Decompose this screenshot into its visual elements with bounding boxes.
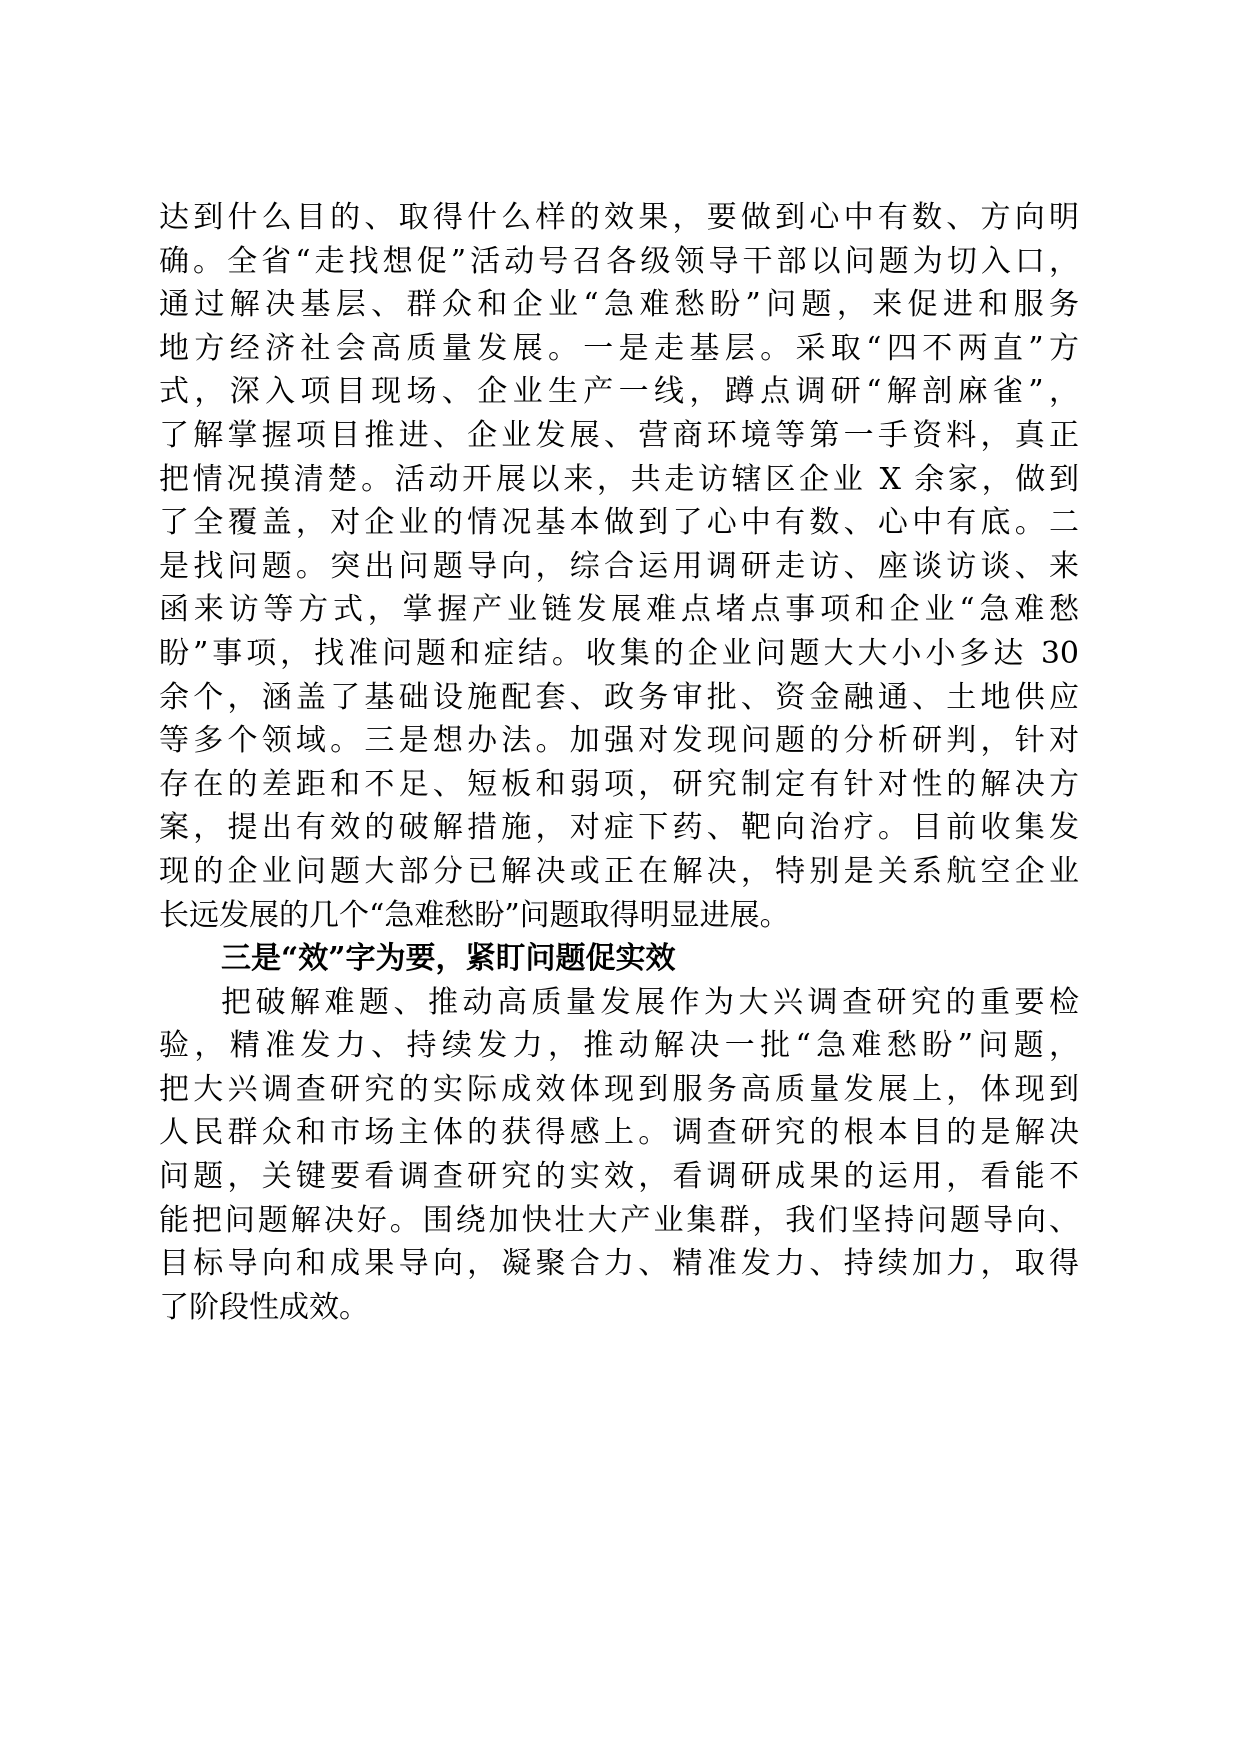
text-line: 余个，涵盖了基础设施配套、政务审批、资金融通、土地供应 bbox=[159, 679, 1079, 715]
text-line: 等多个领域。三是想办法。加强对发现问题的分析研判，针对 bbox=[159, 723, 1079, 759]
paragraph-effectiveness bbox=[159, 981, 1079, 1330]
text-line: 了全覆盖，对企业的情况基本做到了心中有数、心中有底。二 bbox=[159, 505, 1079, 541]
text-line: 长远发展的几个“急难愁盼”问题取得明显进展。 bbox=[159, 897, 790, 933]
text-line: 式，深入项目现场、企业生产一线，蹲点调研“解剖麻雀”， bbox=[159, 374, 1079, 410]
text-line: 现的企业问题大部分已解决或正在解决，特别是关系航空企业 bbox=[159, 853, 1079, 889]
text-line: 存在的差距和不足、短板和弱项，研究制定有针对性的解决方 bbox=[159, 766, 1079, 802]
text-line: 问题，关键要看调查研究的实效，看调研成果的运用，看能不 bbox=[159, 1159, 1079, 1195]
text-line: 把情况摸清楚。活动开展以来，共走访辖区企业 X 余家，做到 bbox=[159, 461, 1079, 497]
text-line: 人民群众和市场主体的获得感上。调查研究的根本目的是解决 bbox=[159, 1115, 1079, 1151]
text-line: 确。全省“走找想促”活动号召各级领导干部以问题为切入口， bbox=[159, 243, 1079, 279]
text-line: 了阶段性成效。 bbox=[159, 1289, 369, 1325]
text-line: 了解掌握项目推进、企业发展、营商环境等第一手资料，真正 bbox=[159, 417, 1079, 453]
text-line: 目标导向和成果导向，凝聚合力、精准发力、持续加力，取得 bbox=[159, 1246, 1079, 1282]
text-line: 验，精准发力、持续发力，推动解决一批“急难愁盼”问题， bbox=[159, 1028, 1079, 1064]
text-line: 能把问题解决好。围绕加快壮大产业集群，我们坚持问题导向、 bbox=[159, 1202, 1079, 1238]
text-line: 达到什么目的、取得什么样的效果，要做到心中有数、方向明 bbox=[159, 200, 1079, 235]
text-line: 盼”事项，找准问题和症结。收集的企业问题大大小小多达 30 bbox=[159, 635, 1079, 671]
document-body bbox=[159, 196, 1079, 1329]
section-heading: 三是“效”字为要，紧盯问题促实效 bbox=[221, 941, 676, 977]
text-line: 是找问题。突出问题导向，综合运用调研走访、座谈访谈、来 bbox=[159, 548, 1079, 584]
text-line: 通过解决基层、群众和企业“急难愁盼”问题，来促进和服务 bbox=[159, 287, 1079, 323]
paragraph-work-approach bbox=[159, 196, 1079, 937]
text-line: 把破解难题、推动高质量发展作为大兴调查研究的重要检 bbox=[221, 984, 1079, 1020]
text-line: 函来访等方式，掌握产业链发展难点堵点事项和企业“急难愁 bbox=[159, 592, 1079, 628]
text-line: 地方经济社会高质量发展。一是走基层。采取“四不两直”方 bbox=[159, 330, 1079, 366]
text-line: 案，提出有效的破解措施，对症下药、靶向治疗。目前收集发 bbox=[159, 810, 1079, 846]
text-line: 把大兴调查研究的实际成效体现到服务高质量发展上，体现到 bbox=[159, 1071, 1079, 1107]
